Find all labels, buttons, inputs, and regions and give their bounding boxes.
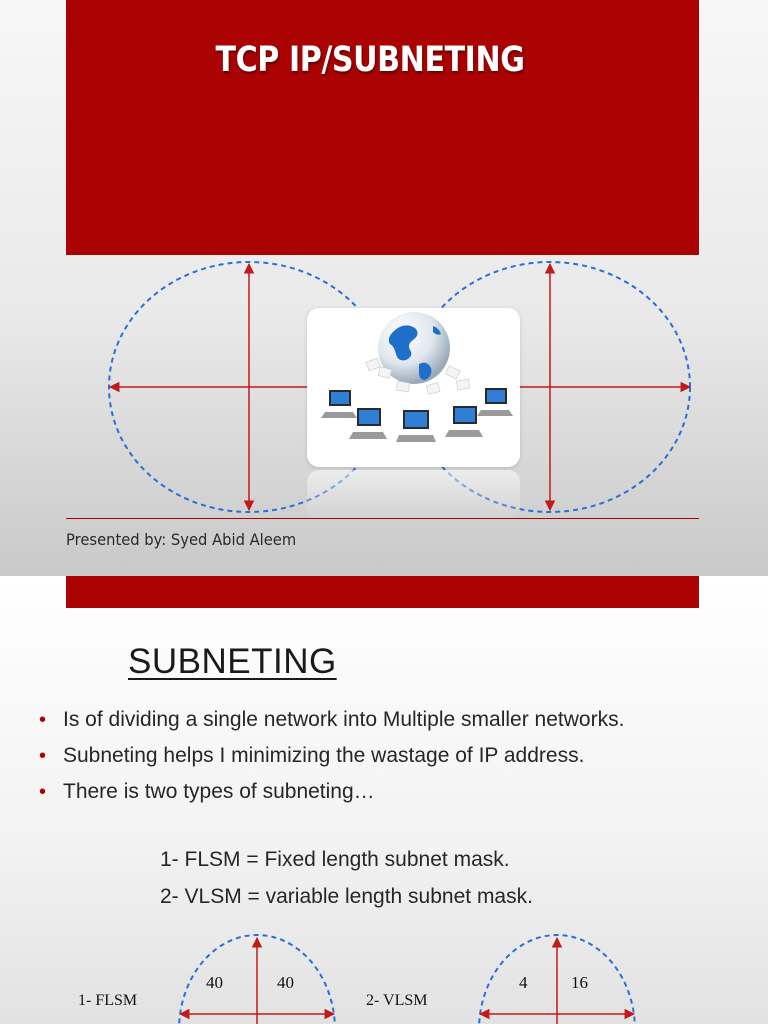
subnet-diagrams — [0, 932, 768, 1024]
separator-line — [66, 518, 699, 519]
bullet-icon: • — [39, 781, 47, 803]
bullet-icon: • — [39, 745, 47, 767]
bullet-text: Is of dividing a single network into Multiple smaller networks. — [63, 708, 625, 731]
subneting-slide — [0, 576, 768, 1024]
bullet-icon: • — [39, 709, 47, 731]
network-image — [307, 308, 520, 467]
flsm-left-value: 40 — [206, 973, 223, 992]
flsm-label: 1- FLSM — [78, 992, 138, 1009]
list-item — [38, 778, 738, 806]
bullet-list — [38, 706, 738, 814]
vlsm-type: 2- VLSM = variable length subnet mask. — [160, 885, 533, 908]
vlsm-right-value: 16 — [571, 973, 588, 992]
list-item — [38, 742, 738, 770]
bullet-text: There is two types of subneting… — [63, 780, 375, 803]
bullet-text: Subneting helps I minimizing the wastage of IP address. — [63, 744, 585, 767]
flsm-right-value: 40 — [277, 973, 294, 992]
title-banner — [66, 0, 699, 255]
vlsm-label: 2- VLSM — [366, 992, 428, 1009]
slide-title: TCP IP/SUBNETING — [215, 40, 525, 80]
presenter-text: Presented by: Syed Abid Aleem — [66, 530, 297, 549]
list-item — [38, 706, 738, 734]
image-reflection — [307, 470, 520, 520]
title-banner — [66, 576, 699, 608]
slide-heading: SUBNETING — [128, 642, 337, 681]
network-globe-laptops-icon — [307, 308, 520, 467]
vlsm-left-value: 4 — [519, 973, 528, 992]
flsm-type: 1- FLSM = Fixed length subnet mask. — [160, 848, 510, 871]
